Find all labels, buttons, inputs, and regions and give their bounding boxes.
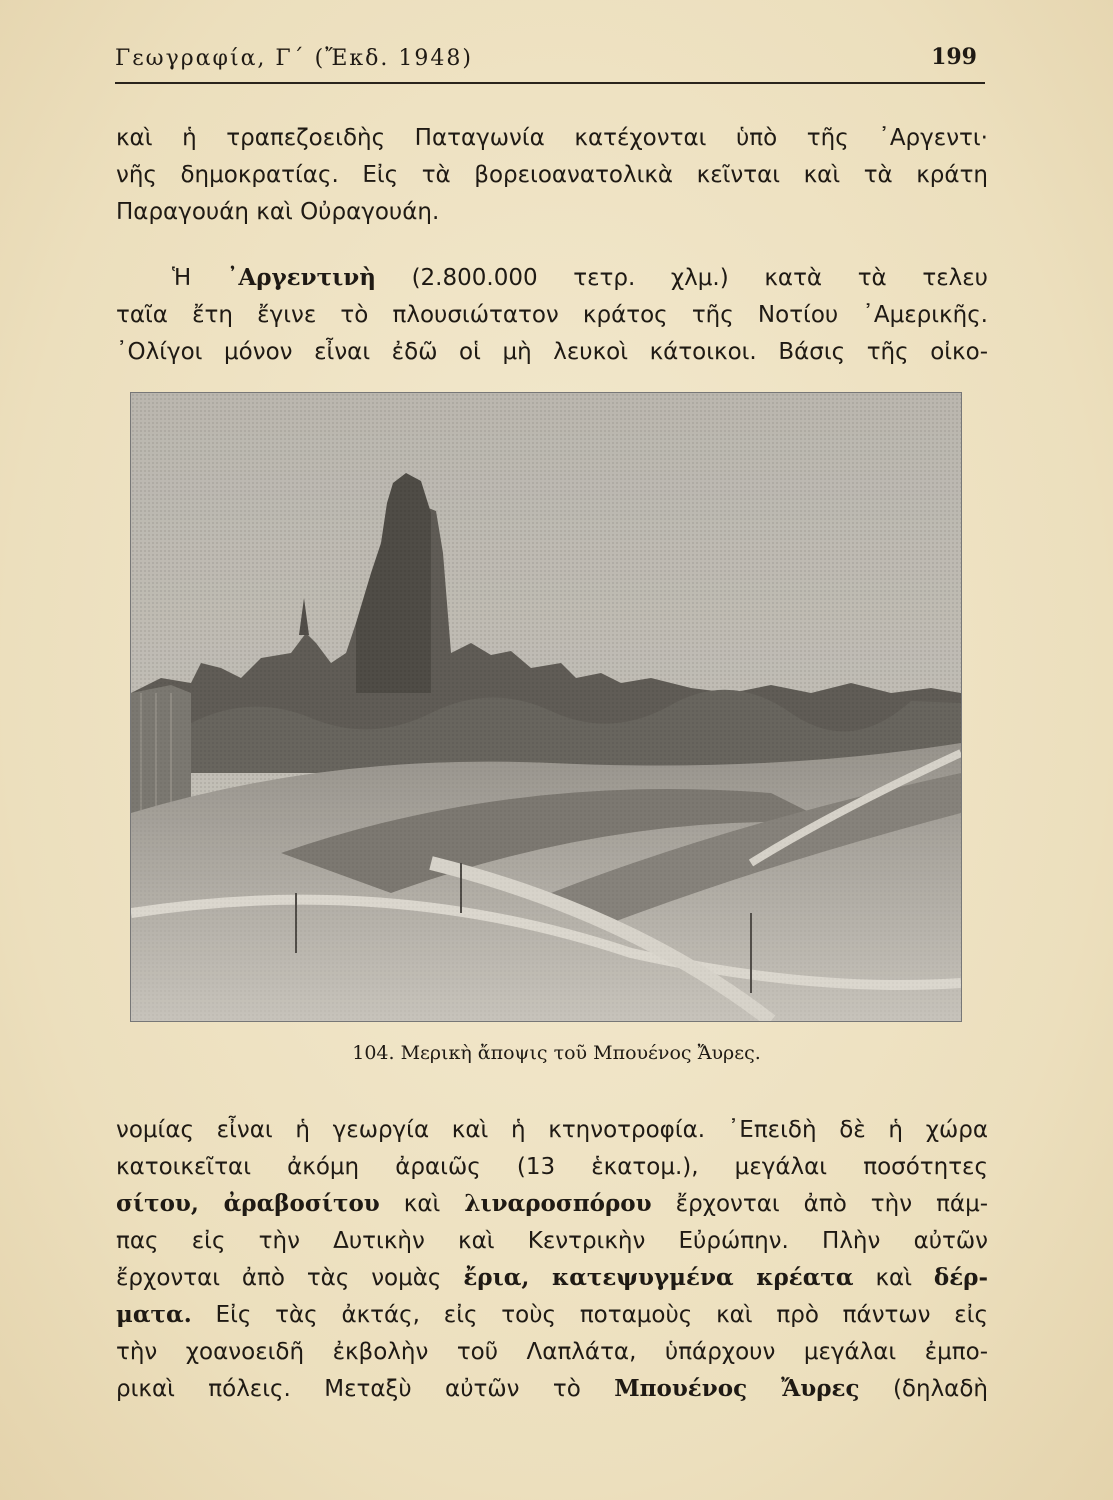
text-line: κατοικεῖται ἀκόμη ἀραιῶς (13 ἑκατομ.), μεγάλαι ποσότητες [116,1154,988,1180]
text-span: Εἰς τὰς ἀκτάς, εἰς τοὺς ποταμοὺς καὶ πρὸ πάντων εἰς [215,1302,989,1328]
text-line: ᾿Ολίγοι μόνον εἶναι ἐδῶ οἱ μὴ λευκοὶ κάτοικοι. Βάσις τῆς οἰκο- [116,339,988,365]
photo-illustration [131,393,961,1021]
bold-term: ματα. [116,1301,192,1328]
bold-term: ἔρια, κατεψυγμένα κρέατα [463,1264,854,1291]
text-line: καὶ ἡ τραπεζοειδὴς Παταγωνία κατέχονται ὑπὸ τῆς ᾿Αργεντι· [116,125,988,151]
text-line [116,1184,988,1224]
text-span: Ἡ [172,265,192,291]
text-line [116,1295,988,1335]
bold-term: ᾿Αργεντινὴ [226,264,376,291]
page-number: 199 [931,44,977,70]
text-line: νομίας εἶναι ἡ γεωργία καὶ ἡ κτηνοτροφία. ᾿Επειδὴ δὲ ἡ χώρα [116,1117,988,1143]
running-head [115,42,985,84]
running-head-title: Γεωγραφία, Γ΄ (Ἔκδ. 1948) [115,46,473,71]
text-line: νῆς δημοκρατίας. Εἰς τὰ βορειοανατολικὰ κεῖνται καὶ τὰ κράτη [116,162,988,188]
text-span: (δηλαδὴ [892,1376,988,1402]
text-line: πας εἰς τὴν Δυτικὴν καὶ Κεντρικὴν Εὐρώπην. Πλὴν αὐτῶν [116,1228,988,1254]
text-span: ἔρχονται ἀπὸ τὰς νομὰς [116,1265,442,1291]
text-line [116,1258,988,1298]
text-span: καὶ [403,1191,441,1217]
text-span: ρικαὶ πόλεις. Μεταξὺ αὐτῶν τὸ [116,1376,581,1402]
text-span: ἔρχονται ἀπὸ τὴν πάμ- [675,1191,989,1217]
text-line: Παραγουάη καὶ Οὐραγουάη. [116,199,440,225]
bold-term: δέρ- [933,1264,989,1291]
city-photograph [130,392,962,1022]
text-line [172,258,988,298]
text-line [116,1369,988,1409]
bold-term: σίτου, ἀραβοσίτου [116,1190,380,1217]
text-span: (2.800.000 τετρ. χλμ.) κατὰ τὰ τελευ [411,265,988,291]
bold-term: Μπουένος Ἄυρες [614,1375,860,1402]
text-span: καὶ [875,1265,912,1291]
text-line: τὴν χοανοειδῆ ἐκβολὴν τοῦ Λαπλάτα, ὑπάρχουν μεγάλαι ἐμπο- [116,1339,988,1365]
text-line: ταῖα ἔτη ἔγινε τὸ πλουσιώτατον κράτος τῆς Νοτίου ᾿Αμερικῆς. [116,302,988,328]
figure-caption: 104. Μερικὴ ἄποψις τοῦ Μπουένος Ἄυρες. [352,1042,761,1064]
bold-term: λιναροσπόρου [464,1190,652,1217]
